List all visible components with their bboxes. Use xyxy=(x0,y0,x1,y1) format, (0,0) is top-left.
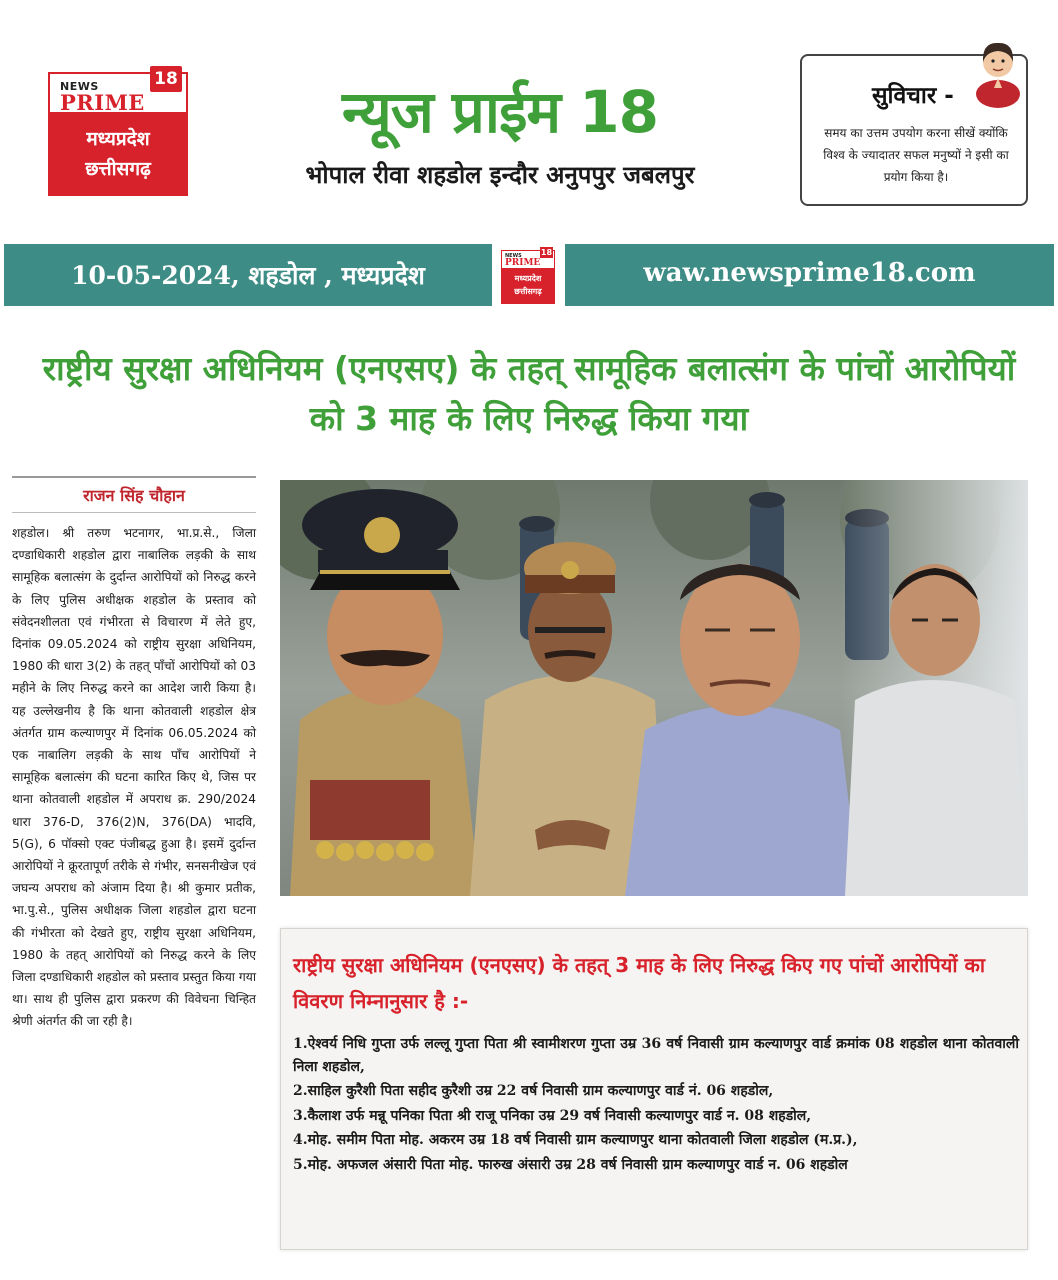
headline: राष्ट्रीय सुरक्षा अधिनियम (एनएसए) के तहत् सामूहिक बलात्संग के पांचों आरोपियों को 3 माह के लिए निरुद्ध किया गया xyxy=(42,349,1016,438)
website-bar xyxy=(565,244,1054,306)
mini-logo-state-1: मध्यप्रदेश xyxy=(514,274,542,283)
mini-logo-badge: 18 xyxy=(540,248,553,257)
thought-title: सुविचार - xyxy=(872,83,954,109)
website-url[interactable]: waw.newsprime18.com xyxy=(643,258,976,288)
newsprime-logo xyxy=(48,69,188,196)
byline: राजन सिंह चौहान xyxy=(83,486,185,505)
date-bar xyxy=(4,244,492,306)
list-item: 4.मोह. समीम पिता मोह. अकरम उम्र 18 वर्ष निवासी ग्राम कल्याणपुर थाना कोतवाली जिला शहडोल (म.प्र.), xyxy=(293,1132,858,1148)
logo-state-1: मध्यप्रदेश xyxy=(86,128,150,150)
byline-divider xyxy=(12,512,256,513)
officials-photo-illustration xyxy=(280,480,1028,896)
masthead-cities: भोपाल रीवा शहडोल इन्दौर अनुपपुर जबलपुर xyxy=(305,161,695,189)
list-item: 1.ऐश्वर्य निधि गुप्ता उर्फ लल्लू गुप्ता पिता श्री स्वामीशरण गुप्ता उम्र 36 वर्ष निवासी ग्राम कल्याणपुर वार्ड क्रमांक 08 शहडोल थाना कोतवाली निला शहडोल, xyxy=(293,1036,1019,1075)
logo-badge: 18 xyxy=(150,66,182,92)
accused-list xyxy=(293,1033,1019,1178)
mini-logo-prime-text: PRIME xyxy=(505,258,541,268)
logo-news-text: NEWS xyxy=(60,80,99,93)
date-place: 10-05-2024, शहडोल , मध्यप्रदेश xyxy=(71,261,425,290)
namaste-avatar-icon xyxy=(972,36,1024,108)
list-item: 5.मोह. अफजल अंसारी पिता मोह. फारुख अंसारी उम्र 28 वर्ष निवासी ग्राम कल्याणपुर वार्ड न. 06 शहडोल xyxy=(293,1156,848,1173)
list-item: 3.कैलाश उर्फ मन्नू पनिका पिता श्री राजू पनिका उम्र 29 वर्ष निवासी कल्याणपुर वार्ड न. 08 शहडोल, xyxy=(293,1107,812,1124)
mini-logo-state-2: छत्तीसगढ़ xyxy=(514,287,542,296)
logo-prime-text: PRIME xyxy=(60,90,145,115)
list-item: 2.साहिल कुरैशी पिता सहीद कुरैशी उम्र 22 वर्ष निवासी ग्राम कल्याणपुर वार्ड नं. 06 शहडोल, xyxy=(293,1083,774,1099)
logo-state-2: छत्तीसगढ़ xyxy=(85,158,151,180)
mini-logo-news-text: NEWS xyxy=(505,253,522,259)
officials-photo xyxy=(280,480,1028,896)
article-body: शहडोल। श्री तरुण भटनागर, भा.प्र.से., जिला दण्डाधिकारी शहडोल द्वारा नाबालिक लड़की के साथ सामूहिक बलात्संग के दुर्दान्त आरोपियों को निरुद्ध करने के लिए पुलिस अधीक्षक शहडोल के प्रस्ताव को संवेदनशीलता एवं गंभीरता से विचारण में लेते हुए, दिनांक 09.05.2024 को राष्ट्रीय सुरक्षा अधिनियम, 1980 की धारा 3(2) के तहत् पाँचों आरोपियों को 03 महीने के लिए निरुद्ध करने का आदेश जारी किया है। यह उल्लेखनीय है कि थाना कोतवाली शहडोल क्षेत्र अंतर्गत ग्राम कल्याणपुर में दिनांक 06.05.2024 को एक नाबालिग लड़की के साथ पाँच आरोपियों ने सामूहिक बलात्संग की घटना कारित किए थे, जिस पर थाना कोतवाली शहडोल में अपराध क्र. 290/2024 धारा 376-D, 376(2)N, 376(DA) भादवि, 5(G), 6 पॉक्सो एक्ट पंजीबद्ध हुआ है। इसमें दुर्दान्त आरोपियों ने क्रूरतापूर्ण तरीके से गंभीर, सनसनीखेज एवं जघन्य अपराध को अंजाम दिया है। श्री कुमार प्रतीक, भा.पु.से., पुलिस अधीक्षक जिला शहडोल द्वारा घटना की गंभीरता को देखते हुए, राष्ट्रीय सुरक्षा अधिनियम, 1980 के तहत् आरोपियों को निरुद्ध करने के लिए जिला दण्डाधिकारी शहडोल को प्रस्ताव प्रस्तुत किया गया था। साथ ही पुलिस द्वारा प्रकरण की विवेचना चिन्हित श्रेणी अंतर्गत की जा रही है। xyxy=(12,526,256,1029)
thought-of-the-day xyxy=(800,54,1028,206)
newsprime-mini-logo xyxy=(501,250,555,304)
masthead-title: न्यूज प्राईम 18 xyxy=(341,78,659,146)
byline-divider xyxy=(12,476,256,478)
details-title: राष्ट्रीय सुरक्षा अधिनियम (एनएसए) के तहत् 3 माह के लिए निरुद्ध किए गए पांचों आरोपियों का विवरण निम्नानुसार है :- xyxy=(293,953,985,1013)
thought-text: समय का उत्तम उपयोग करना सीखें क्योंकि विश्व के ज्यादातर सफल मनुष्यों ने इसी का प्रयोग किया है। xyxy=(823,126,1009,184)
accused-details-box xyxy=(280,928,1028,1250)
